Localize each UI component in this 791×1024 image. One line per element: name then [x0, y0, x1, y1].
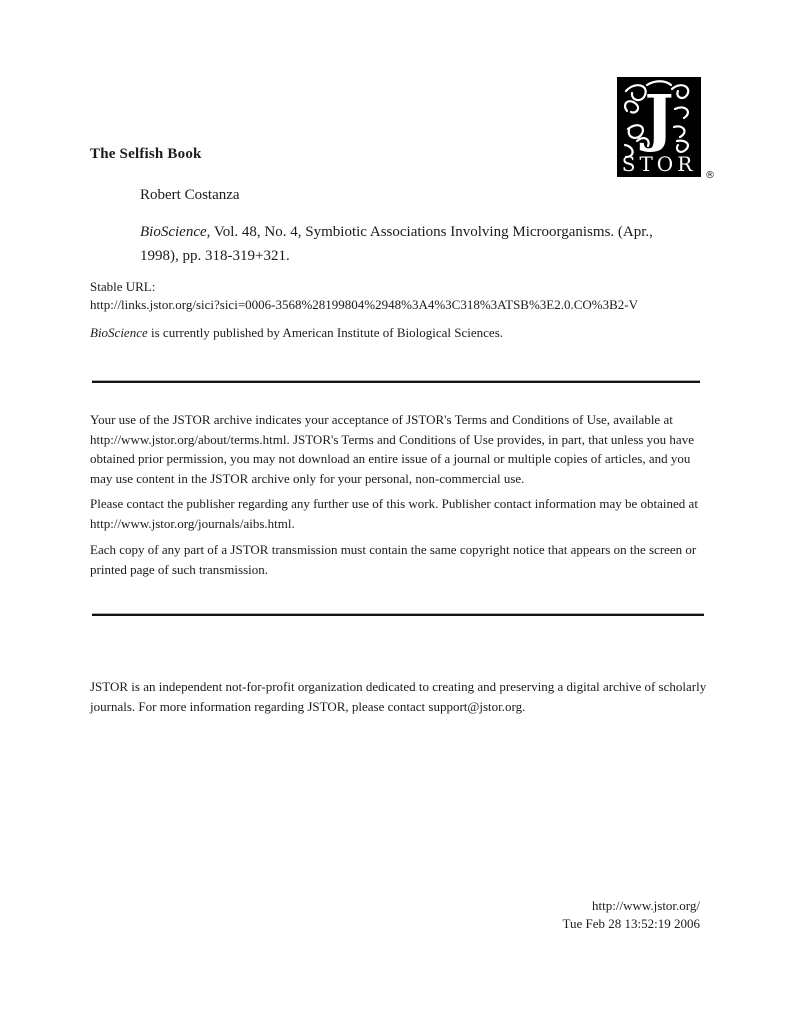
- article-citation: [140, 220, 690, 268]
- logo-wordmark: STOR: [621, 152, 697, 176]
- registered-trademark-icon: ®: [705, 170, 715, 181]
- horizontal-rule-top: [92, 380, 700, 383]
- stable-url-value: http://links.jstor.org/sici?sici=0006-3568%28199804%2948%3A4%3C318%3ATSB%3E2.0.CO%3B2-V: [90, 297, 639, 312]
- stable-url-label: Stable URL:: [90, 279, 156, 294]
- copyright-notice-paragraph: Each copy of any part of a JSTOR transmission must contain the same copyright notice that appears on the screen or printed page of such transmission.: [90, 542, 697, 577]
- logo-letter: J: [644, 81, 674, 154]
- jstor-logo-icon: [617, 77, 701, 177]
- publisher-note: [90, 325, 715, 341]
- publisher-note-text: is currently published by American Institute of Biological Sciences.: [147, 325, 504, 340]
- stable-url-block: [90, 278, 715, 314]
- citation-journal-name: BioScience: [140, 224, 207, 240]
- jstor-logo: [617, 77, 717, 187]
- article-title: The Selfish Book: [90, 146, 202, 162]
- about-jstor-paragraph: JSTOR is an independent not-for-profit organization dedicated to creating and preserving a digital archive of scholarly journals. For more information regarding JSTOR, please contact support@jstor.org.: [90, 679, 707, 714]
- horizontal-rule-bottom: [92, 613, 704, 616]
- citation-details: , Vol. 48, No. 4, Symbiotic Associations Involving Microorganisms. (Apr., 1998), pp. 318-319+321.: [140, 224, 653, 264]
- page-footer: [390, 897, 700, 933]
- terms-of-use-paragraph: Your use of the JSTOR archive indicates your acceptance of JSTOR's Terms and Conditions of Use, available at http://www.jstor.org/about/terms.html. JSTOR's Terms and Conditions of Use provides, in part, that unless you have obtained prior permission, you may not download an entire issue of a journal or multiple copies of articles, and you may use content in the JSTOR archive only for your personal, non-commercial use.: [90, 412, 694, 486]
- publisher-journal-name: BioScience: [90, 325, 148, 340]
- footer-url: http://www.jstor.org/: [592, 898, 700, 913]
- article-author: Robert Costanza: [140, 187, 240, 203]
- footer-timestamp: Tue Feb 28 13:52:19 2006: [562, 916, 700, 931]
- publisher-contact-paragraph: Please contact the publisher regarding any further use of this work. Publisher contact information may be obtained at http://www.jstor.org/journals/aibs.html.: [90, 496, 698, 531]
